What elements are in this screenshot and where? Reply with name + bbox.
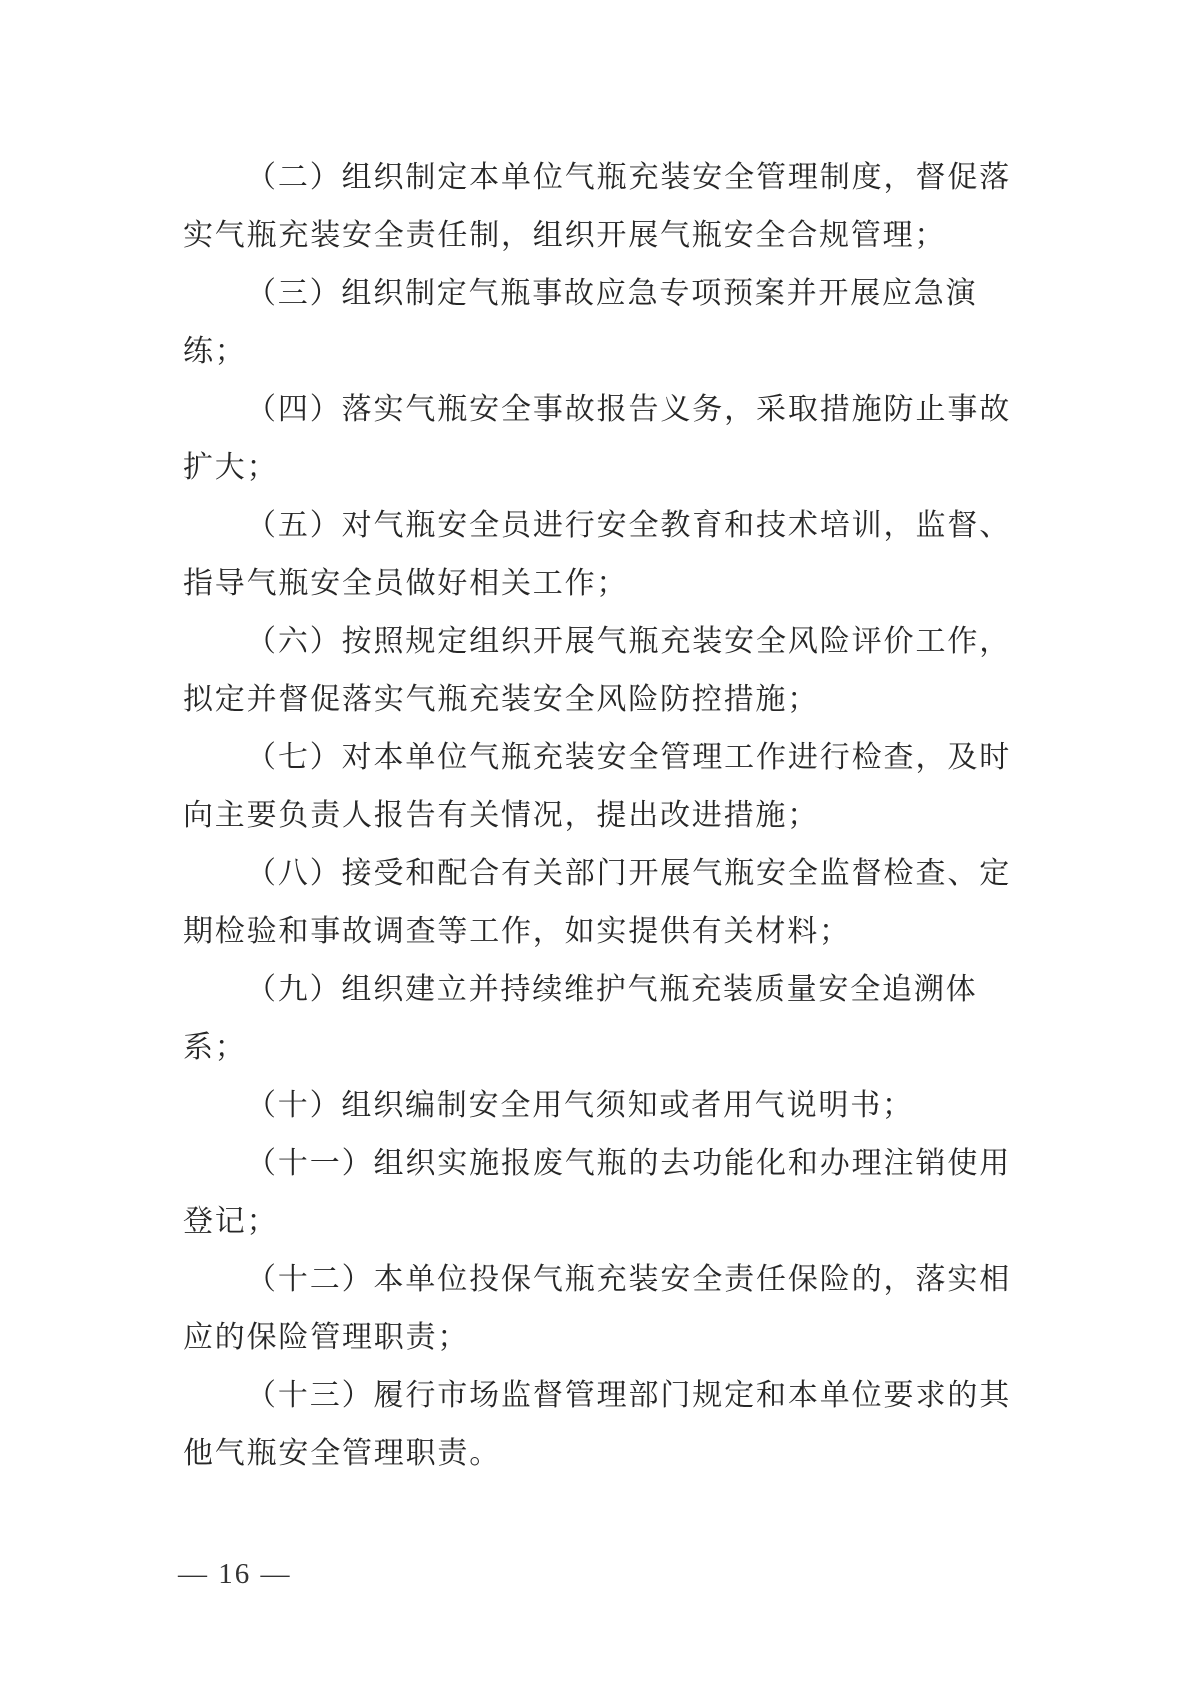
text-line: 向主要负责人报告有关情况，提出改进措施； xyxy=(183,799,819,832)
text-line: （六）按照规定组织开展气瓶充装安全风险评价工作， xyxy=(246,625,1011,658)
text-line: （三）组织制定气瓶事故应急专项预案并开展应急演 xyxy=(246,277,978,310)
document-body-text xyxy=(183,149,1011,1483)
text-line: （八）接受和配合有关部门开展气瓶安全监督检查、定 xyxy=(246,857,1011,890)
text-line: 实气瓶充装安全责任制，组织开展气瓶安全合规管理； xyxy=(183,219,947,252)
text-line: （四）落实气瓶安全事故报告义务，采取措施防止事故 xyxy=(246,393,1011,426)
page-number: — 16 — xyxy=(178,1558,292,1590)
text-line: 系； xyxy=(183,1031,247,1064)
text-line: 期检验和事故调查等工作，如实提供有关材料； xyxy=(183,915,851,948)
text-line: 登记； xyxy=(183,1205,279,1238)
text-line: （十一）组织实施报废气瓶的去功能化和办理注销使用 xyxy=(246,1147,1011,1180)
text-line: （二）组织制定本单位气瓶充装安全管理制度，督促落 xyxy=(246,161,1011,194)
text-line: 练； xyxy=(183,335,247,368)
text-line: 应的保险管理职责； xyxy=(183,1321,470,1354)
text-line: （五）对气瓶安全员进行安全教育和技术培训，监督、 xyxy=(246,509,1011,542)
text-line: 指导气瓶安全员做好相关工作； xyxy=(183,567,629,600)
text-line: （十二）本单位投保气瓶充装安全责任保险的，落实相 xyxy=(246,1263,1011,1296)
text-line: 扩大； xyxy=(183,451,279,484)
text-line: （十）组织编制安全用气须知或者用气说明书； xyxy=(246,1089,914,1122)
text-line: 拟定并督促落实气瓶充装安全风险防控措施； xyxy=(183,683,819,716)
text-line: 他气瓶安全管理职责。 xyxy=(183,1437,501,1470)
text-line: （九）组织建立并持续维护气瓶充装质量安全追溯体 xyxy=(246,973,978,1006)
text-line: （七）对本单位气瓶充装安全管理工作进行检查，及时 xyxy=(246,741,1011,774)
text-line: （十三）履行市场监督管理部门规定和本单位要求的其 xyxy=(246,1379,1011,1412)
